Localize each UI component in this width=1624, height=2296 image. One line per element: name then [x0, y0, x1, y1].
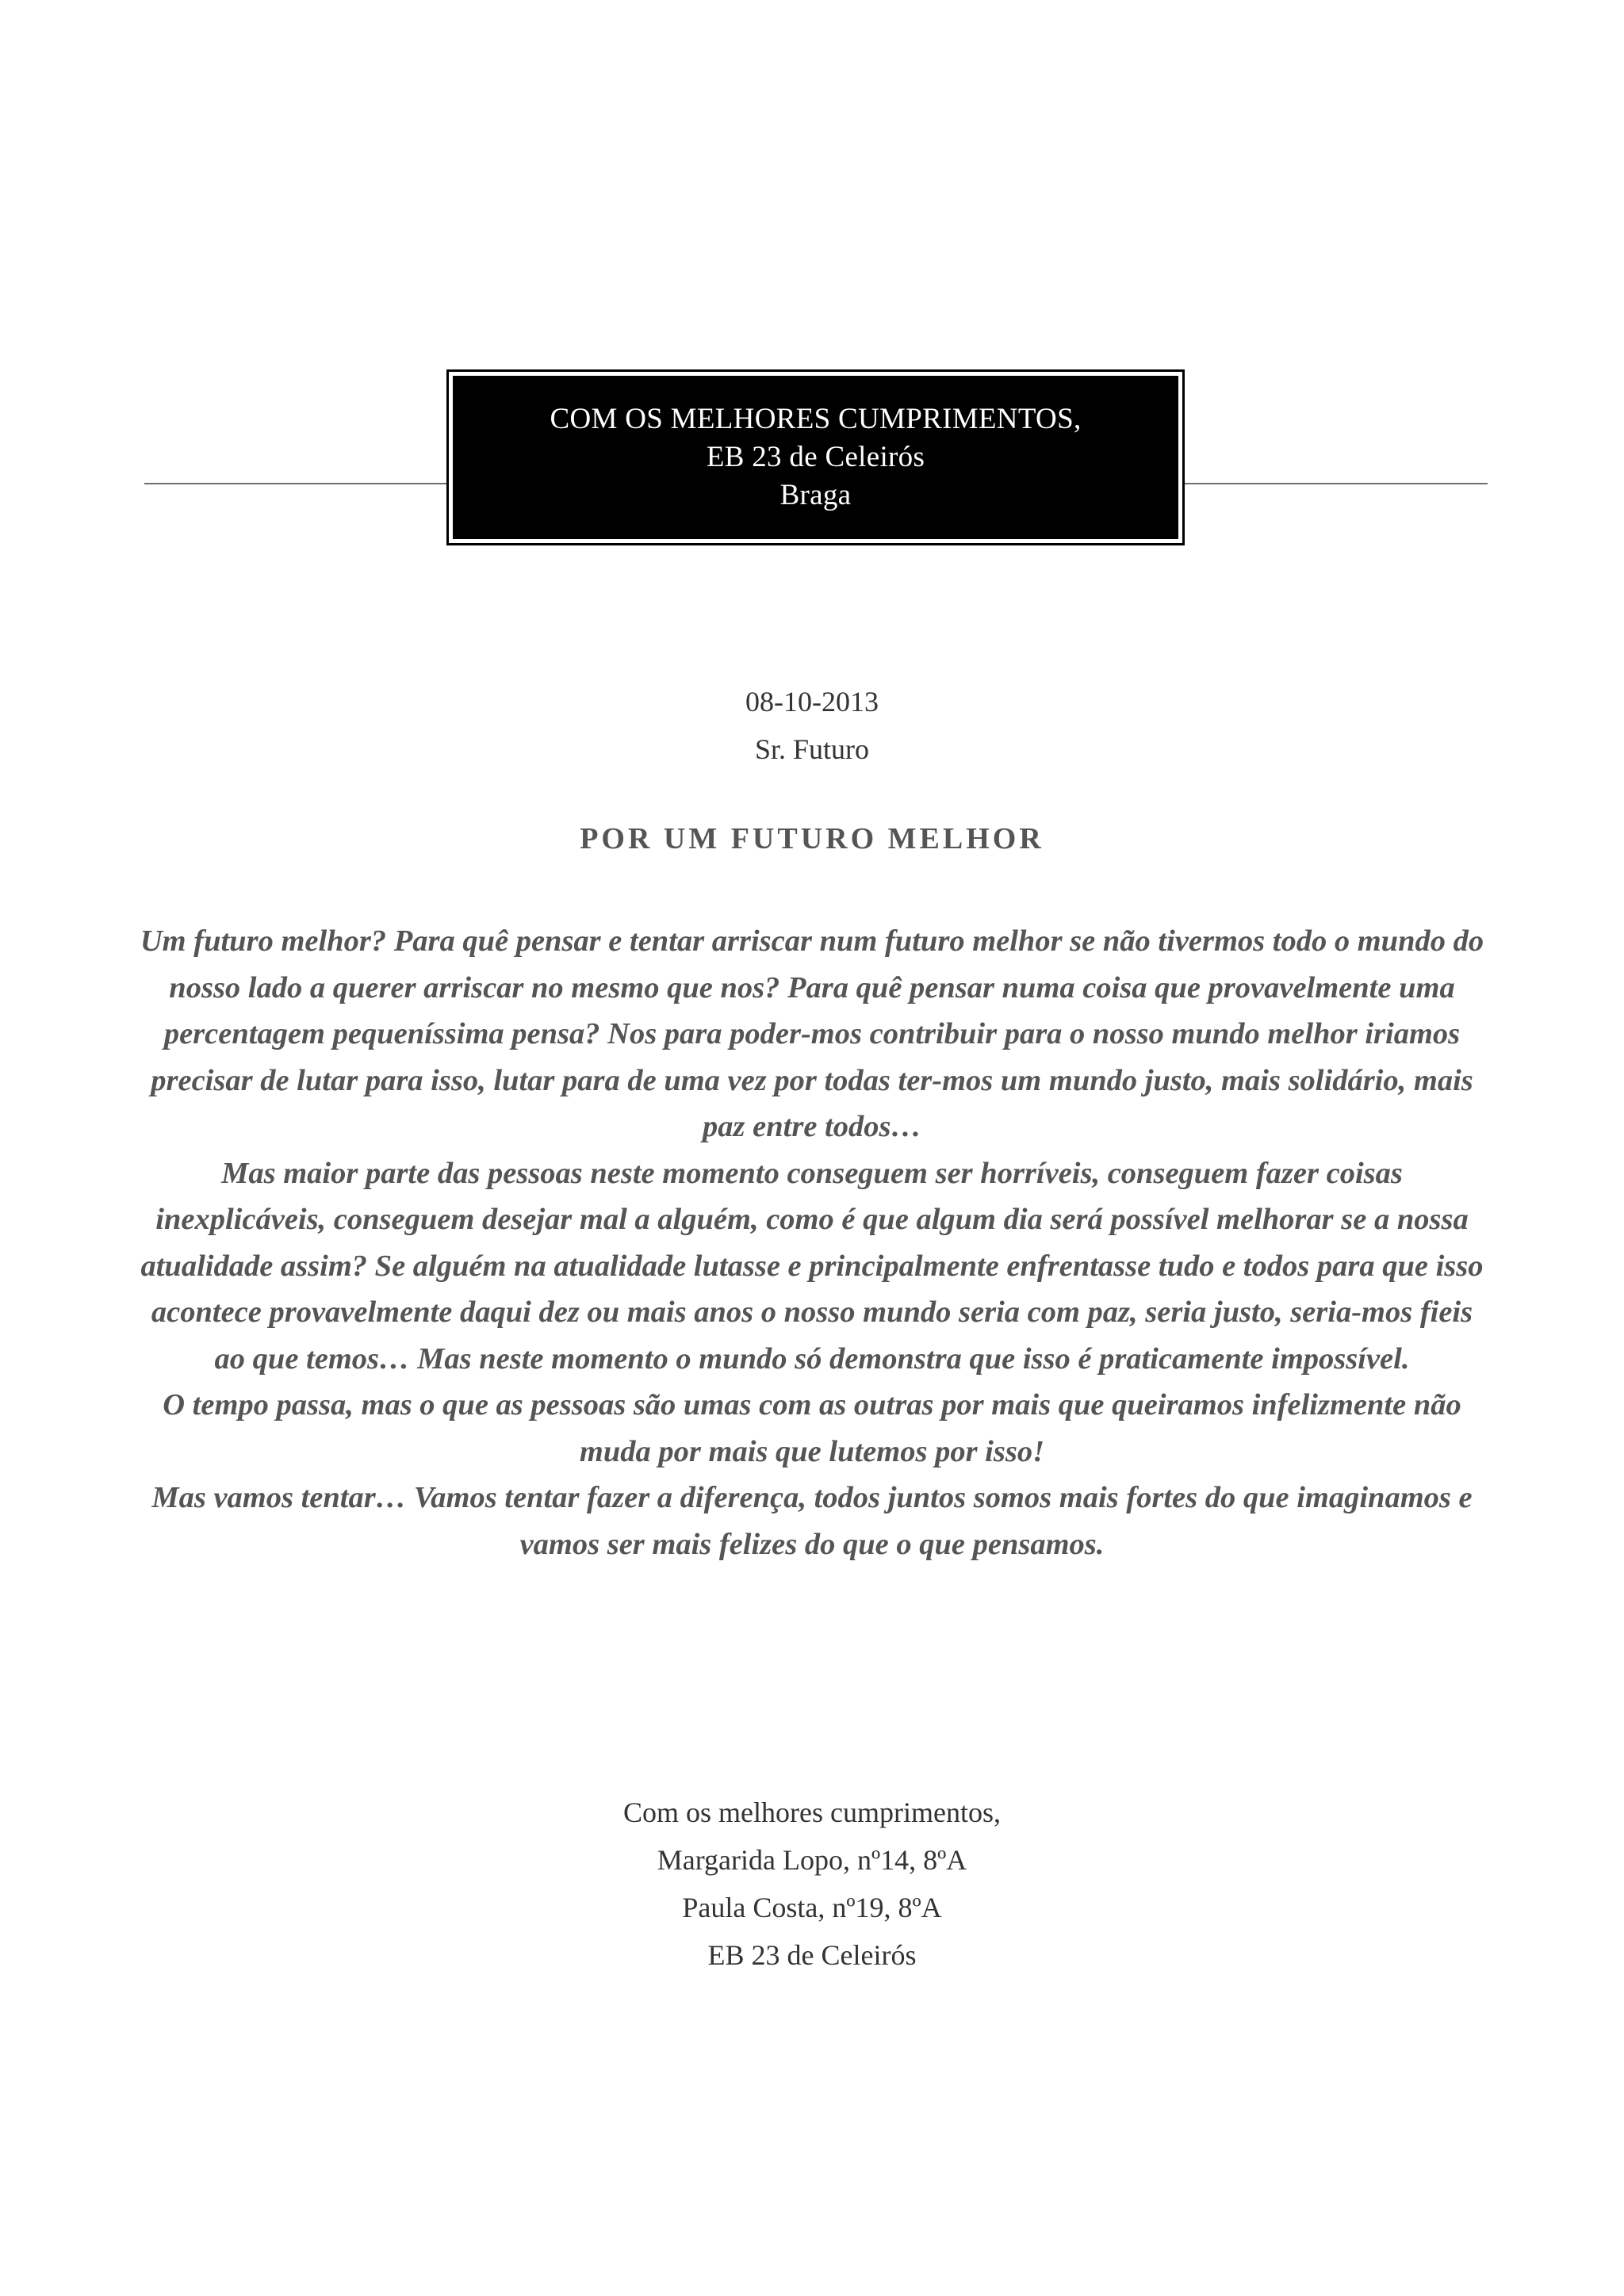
letter-meta	[0, 678, 1624, 773]
body-paragraph: Mas maior parte das pessoas neste momento conseguem ser horríveis, conseguem fazer coisas inexplicáveis, conseguem desejar mal a alguém, como é que algum dia será possível melhorar se a nossa atualidade assim? Se alguém na atualidade lutasse e principalmente enfrentasse tudo e todos para que isso acontece provavelmente daqui dez ou mais anos o nosso mundo seria com paz, seria justo, seria-mos fieis ao que temos… Mas neste momento o mundo só demonstra que isso é praticamente impossível.	[140, 1156, 1484, 1376]
body-paragraph: Mas vamos tentar… Vamos tentar fazer a diferença, todos juntos somos mais fortes do que imaginamos e vamos ser mais felizes do que o que pensamos.	[151, 1481, 1473, 1561]
letter-recipient: Sr. Futuro	[754, 733, 870, 765]
signature-block	[0, 1789, 1624, 1979]
body-paragraph: O tempo passa, mas o que as pessoas são umas com as outras por mais que queiramos infelizmente não muda por mais que lutemos por isso!	[163, 1388, 1461, 1468]
signature-closing: Com os melhores cumprimentos,	[623, 1797, 1001, 1828]
header-box	[446, 369, 1185, 545]
header-school: EB 23 de Celeirós	[706, 441, 925, 473]
signature-school: EB 23 de Celeirós	[707, 1939, 917, 1971]
signature-author-2: Paula Costa, nº19, 8ºA	[682, 1892, 942, 1923]
header-greeting: COM OS MELHORES CUMPRIMENTOS,	[550, 403, 1082, 435]
letter-body	[135, 918, 1489, 1567]
header-box-inner	[453, 376, 1178, 539]
body-paragraph: Um futuro melhor? Para quê pensar e tentar arriscar num futuro melhor se não tivermos todo o mundo do nosso lado a querer arriscar no mesmo que nos? Para quê pensar numa coisa que provavelmente uma percentagem pequeníssima pensa? Nos para poder-mos contribuir para o nosso mundo melhor iriamos precisar de lutar para isso, lutar para de uma vez por todas ter-mos um mundo justo, mais solidário, mais paz entre todos…	[140, 924, 1484, 1143]
letter-date: 08-10-2013	[745, 686, 879, 718]
signature-author-1: Margarida Lopo, nº14, 8ºA	[657, 1844, 967, 1876]
letter-title: POR UM FUTURO MELHOR	[580, 822, 1044, 855]
header-city: Braga	[779, 479, 852, 511]
